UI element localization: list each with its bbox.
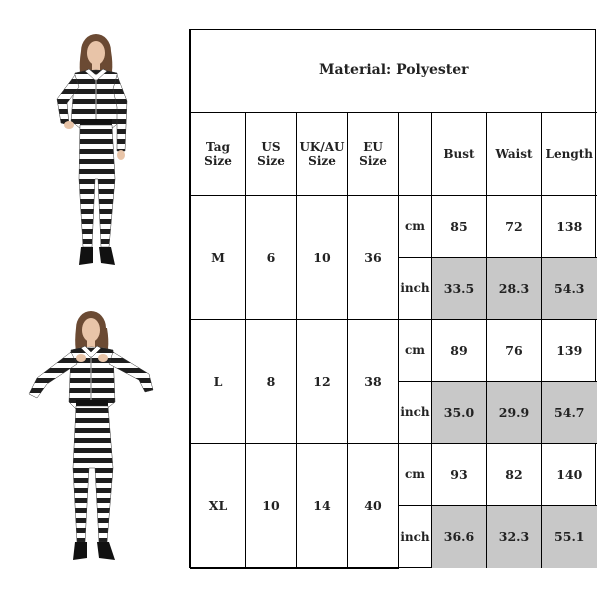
model-photo-front-icon	[3, 29, 189, 298]
header-eu-size: EU Size	[348, 112, 399, 195]
header-length: Length	[542, 112, 597, 195]
ukau-size-cell: 12	[297, 319, 348, 443]
eu-size-cell: 40	[348, 443, 399, 568]
length-cm-cell: 138	[542, 195, 597, 257]
tag-size-cell: M	[191, 195, 246, 319]
us-size-cell: 8	[246, 319, 297, 443]
header-bust: Bust	[432, 112, 487, 195]
waist-inch-cell: 28.3	[487, 257, 542, 319]
unit-cm: cm	[399, 319, 432, 381]
header-ukau-size: UK/AU Size	[297, 112, 348, 195]
table-row	[191, 319, 597, 381]
waist-cm-cell: 72	[487, 195, 542, 257]
bust-inch-cell: 36.6	[432, 505, 487, 568]
size-chart-table	[190, 29, 597, 569]
header-unit-blank	[399, 112, 432, 195]
material-title: Material: Polyester	[191, 29, 597, 112]
ukau-size-cell: 10	[297, 195, 348, 319]
unit-cm: cm	[399, 195, 432, 257]
waist-cm-cell: 82	[487, 443, 542, 505]
bust-cm-cell: 85	[432, 195, 487, 257]
header-tag-size: Tag Size	[191, 112, 246, 195]
tag-size-cell: L	[191, 319, 246, 443]
bust-cm-cell: 89	[432, 319, 487, 381]
unit-inch: inch	[399, 257, 432, 319]
length-inch-cell: 54.7	[542, 381, 597, 443]
table-row	[191, 443, 597, 505]
unit-cm: cm	[399, 443, 432, 505]
model-photo-pose-icon	[3, 298, 189, 567]
product-photo-panel	[3, 29, 190, 568]
tag-size-cell: XL	[191, 443, 246, 568]
waist-inch-cell: 32.3	[487, 505, 542, 568]
eu-size-cell: 36	[348, 195, 399, 319]
ukau-size-cell: 14	[297, 443, 348, 568]
unit-inch: inch	[399, 381, 432, 443]
length-inch-cell: 54.3	[542, 257, 597, 319]
length-cm-cell: 139	[542, 319, 597, 381]
table-row	[191, 195, 597, 257]
bust-inch-cell: 33.5	[432, 257, 487, 319]
waist-inch-cell: 29.9	[487, 381, 542, 443]
unit-inch: inch	[399, 505, 432, 568]
header-waist: Waist	[487, 112, 542, 195]
length-inch-cell: 55.1	[542, 505, 597, 568]
length-cm-cell: 140	[542, 443, 597, 505]
waist-cm-cell: 76	[487, 319, 542, 381]
us-size-cell: 6	[246, 195, 297, 319]
bust-inch-cell: 35.0	[432, 381, 487, 443]
bust-cm-cell: 93	[432, 443, 487, 505]
header-us-size: US Size	[246, 112, 297, 195]
eu-size-cell: 38	[348, 319, 399, 443]
us-size-cell: 10	[246, 443, 297, 568]
